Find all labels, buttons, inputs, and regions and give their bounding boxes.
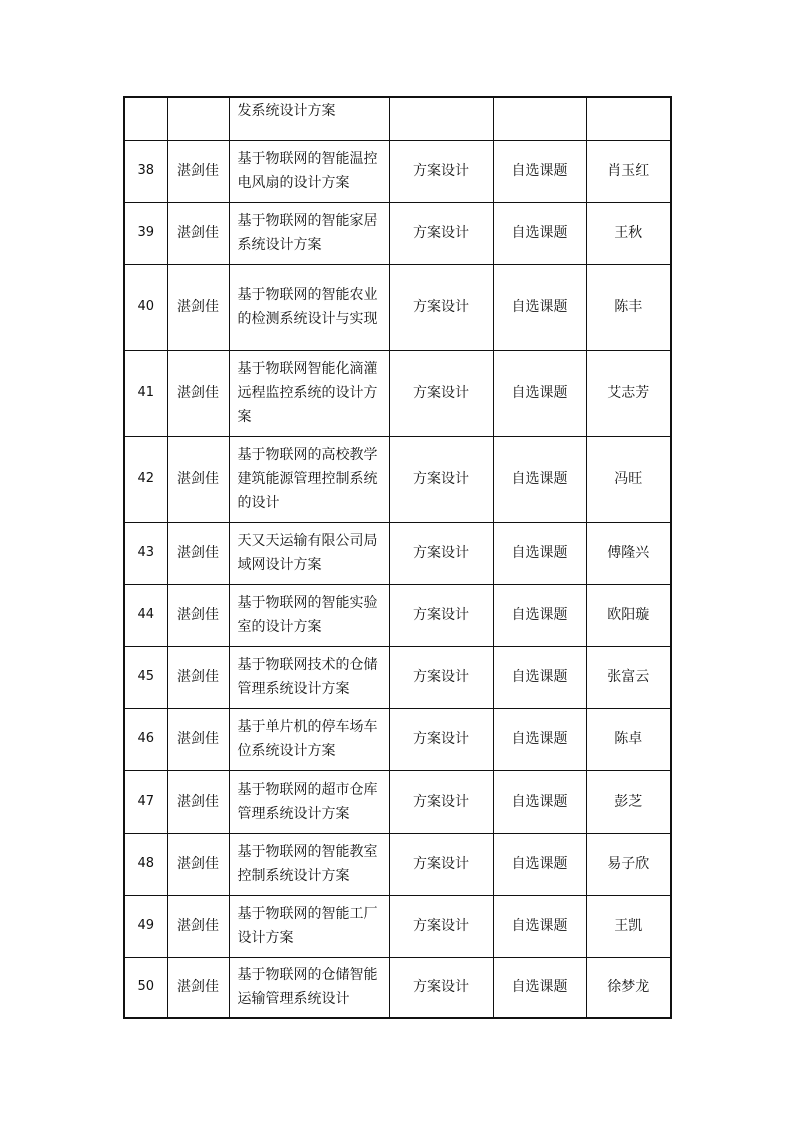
topic-title-cell: 基于物联网的仓储智能运输管理系统设计 <box>229 957 389 1018</box>
teacher-cell <box>167 97 229 140</box>
topic-type-cell: 方案设计 <box>389 584 493 646</box>
topic-type-cell: 方案设计 <box>389 708 493 770</box>
teacher-cell: 湛剑佳 <box>167 770 229 833</box>
student-cell: 欧阳璇 <box>586 584 671 646</box>
row-number: 44 <box>124 584 167 646</box>
topic-title-cell: 天又天运输有限公司局域网设计方案 <box>229 522 389 584</box>
table-row <box>124 957 671 1018</box>
topic-type-cell: 方案设计 <box>389 264 493 350</box>
topic-type-cell: 方案设计 <box>389 646 493 708</box>
student-cell: 彭芝 <box>586 770 671 833</box>
table-row <box>124 264 671 350</box>
student-cell: 徐梦龙 <box>586 957 671 1018</box>
student-cell: 陈卓 <box>586 708 671 770</box>
table-row <box>124 833 671 895</box>
topic-source-cell: 自选课题 <box>493 436 586 522</box>
topic-type-cell: 方案设计 <box>389 436 493 522</box>
student-cell: 肖玉红 <box>586 140 671 202</box>
topic-source-cell: 自选课题 <box>493 957 586 1018</box>
student-cell: 艾志芳 <box>586 350 671 436</box>
teacher-cell: 湛剑佳 <box>167 522 229 584</box>
topic-title-cell: 基于物联网的智能工厂设计方案 <box>229 895 389 957</box>
teacher-cell: 湛剑佳 <box>167 957 229 1018</box>
row-number: 46 <box>124 708 167 770</box>
topic-source-cell: 自选课题 <box>493 264 586 350</box>
row-number: 43 <box>124 522 167 584</box>
student-cell: 张富云 <box>586 646 671 708</box>
topic-source-cell: 自选课题 <box>493 770 586 833</box>
topic-title-cell: 基于物联网的智能实验室的设计方案 <box>229 584 389 646</box>
topic-type-cell: 方案设计 <box>389 957 493 1018</box>
topic-source-cell: 自选课题 <box>493 708 586 770</box>
student-cell: 王凯 <box>586 895 671 957</box>
topic-type-cell: 方案设计 <box>389 833 493 895</box>
row-number <box>124 97 167 140</box>
table-row <box>124 350 671 436</box>
table-row <box>124 584 671 646</box>
table-row <box>124 436 671 522</box>
table-row <box>124 202 671 264</box>
row-number: 38 <box>124 140 167 202</box>
student-cell: 傅隆兴 <box>586 522 671 584</box>
topic-source-cell: 自选课题 <box>493 895 586 957</box>
topic-type-cell <box>389 97 493 140</box>
student-cell: 易子欣 <box>586 833 671 895</box>
topic-title-cell: 基于物联网智能化滴灌远程监控系统的设计方案 <box>229 350 389 436</box>
table-row <box>124 97 671 140</box>
topic-title-cell: 基于物联网的智能教室控制系统设计方案 <box>229 833 389 895</box>
student-cell: 陈丰 <box>586 264 671 350</box>
topic-title-cell: 基于物联网的智能农业的检测系统设计与实现 <box>229 264 389 350</box>
topic-type-cell: 方案设计 <box>389 140 493 202</box>
table-row <box>124 522 671 584</box>
table-row <box>124 140 671 202</box>
topic-title-cell: 基于物联网的智能温控电风扇的设计方案 <box>229 140 389 202</box>
topic-title-cell: 基于物联网的智能家居系统设计方案 <box>229 202 389 264</box>
row-number: 39 <box>124 202 167 264</box>
teacher-cell: 湛剑佳 <box>167 895 229 957</box>
row-number: 49 <box>124 895 167 957</box>
row-number: 42 <box>124 436 167 522</box>
topic-source-cell <box>493 97 586 140</box>
teacher-cell: 湛剑佳 <box>167 833 229 895</box>
row-number: 48 <box>124 833 167 895</box>
topic-source-cell: 自选课题 <box>493 350 586 436</box>
table-row <box>124 708 671 770</box>
teacher-cell: 湛剑佳 <box>167 140 229 202</box>
teacher-cell: 湛剑佳 <box>167 264 229 350</box>
table-row <box>124 770 671 833</box>
topic-title-cell: 基于物联网技术的仓储管理系统设计方案 <box>229 646 389 708</box>
row-number: 40 <box>124 264 167 350</box>
topic-title-cell: 基于物联网的超市仓库管理系统设计方案 <box>229 770 389 833</box>
row-number: 45 <box>124 646 167 708</box>
topic-source-cell: 自选课题 <box>493 522 586 584</box>
topic-type-cell: 方案设计 <box>389 202 493 264</box>
teacher-cell: 湛剑佳 <box>167 584 229 646</box>
table-row <box>124 895 671 957</box>
topic-source-cell: 自选课题 <box>493 584 586 646</box>
topics-table <box>123 96 672 1019</box>
topic-type-cell: 方案设计 <box>389 522 493 584</box>
topic-title-cell: 发系统设计方案 <box>229 97 389 140</box>
table-row <box>124 646 671 708</box>
teacher-cell: 湛剑佳 <box>167 202 229 264</box>
topic-source-cell: 自选课题 <box>493 202 586 264</box>
student-cell: 冯旺 <box>586 436 671 522</box>
row-number: 41 <box>124 350 167 436</box>
teacher-cell: 湛剑佳 <box>167 436 229 522</box>
topic-type-cell: 方案设计 <box>389 770 493 833</box>
teacher-cell: 湛剑佳 <box>167 350 229 436</box>
student-cell: 王秋 <box>586 202 671 264</box>
teacher-cell: 湛剑佳 <box>167 646 229 708</box>
topic-source-cell: 自选课题 <box>493 833 586 895</box>
row-number: 47 <box>124 770 167 833</box>
row-number: 50 <box>124 957 167 1018</box>
topic-source-cell: 自选课题 <box>493 140 586 202</box>
topic-title-cell: 基于物联网的高校教学建筑能源管理控制系统的设计 <box>229 436 389 522</box>
topic-title-cell: 基于单片机的停车场车位系统设计方案 <box>229 708 389 770</box>
topic-source-cell: 自选课题 <box>493 646 586 708</box>
teacher-cell: 湛剑佳 <box>167 708 229 770</box>
topic-type-cell: 方案设计 <box>389 350 493 436</box>
student-cell <box>586 97 671 140</box>
topic-type-cell: 方案设计 <box>389 895 493 957</box>
